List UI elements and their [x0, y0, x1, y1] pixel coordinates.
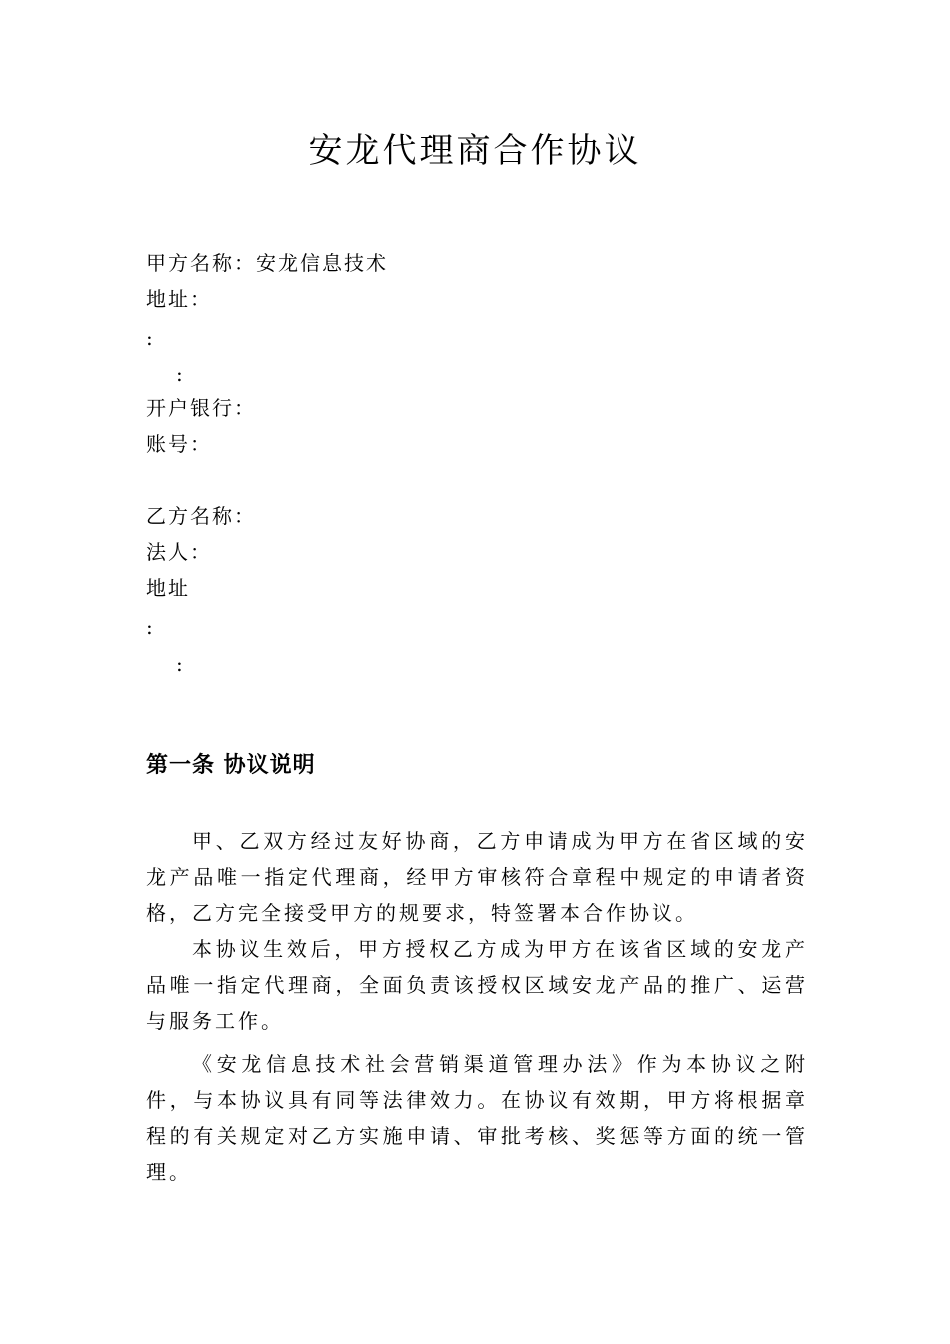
party-a-name: 甲方名称：安龙信息技术: [146, 251, 388, 275]
party-b-colon-line-2: :: [176, 652, 185, 676]
party-a-bank: 开户银行：: [146, 396, 256, 420]
party-a-colon-line-2: :: [176, 362, 185, 386]
party-a-colon-line-1: :: [146, 326, 155, 350]
party-b-name: 乙方名称：: [146, 504, 256, 528]
party-b-legal-person: 法人：: [146, 540, 212, 564]
article-1-paragraph-1: 甲、乙双方经过友好协商，乙方申请成为甲方在省区域的安龙产品唯一指定代理商，经甲方审核符合章程中规定的申请者资格，乙方完全接受甲方的规要求，特签署本合作协议。: [146, 829, 808, 925]
party-a-address: 地址：: [146, 287, 212, 311]
article-1-heading: 第一条 协议说明: [146, 753, 316, 778]
party-a-account: 账号：: [146, 432, 212, 456]
article-1-paragraph-3: 《安龙信息技术社会营销渠道管理办法》作为本协议之附件，与本协议具有同等法律效力。在协议有效期，甲方将根据章程的有关规定对乙方实施申请、审批考核、奖惩等方面的统一管理。: [146, 1052, 808, 1184]
article-1-paragraph-2: 本协议生效后，甲方授权乙方成为甲方在该省区域的安龙产品唯一指定代理商，全面负责该授权区域安龙产品的推广、运营与服务工作。: [146, 937, 808, 1033]
party-b-colon-line-1: :: [146, 615, 155, 639]
document-title: 安龙代理商合作协议: [308, 131, 642, 171]
party-b-address: 地址: [146, 576, 190, 600]
